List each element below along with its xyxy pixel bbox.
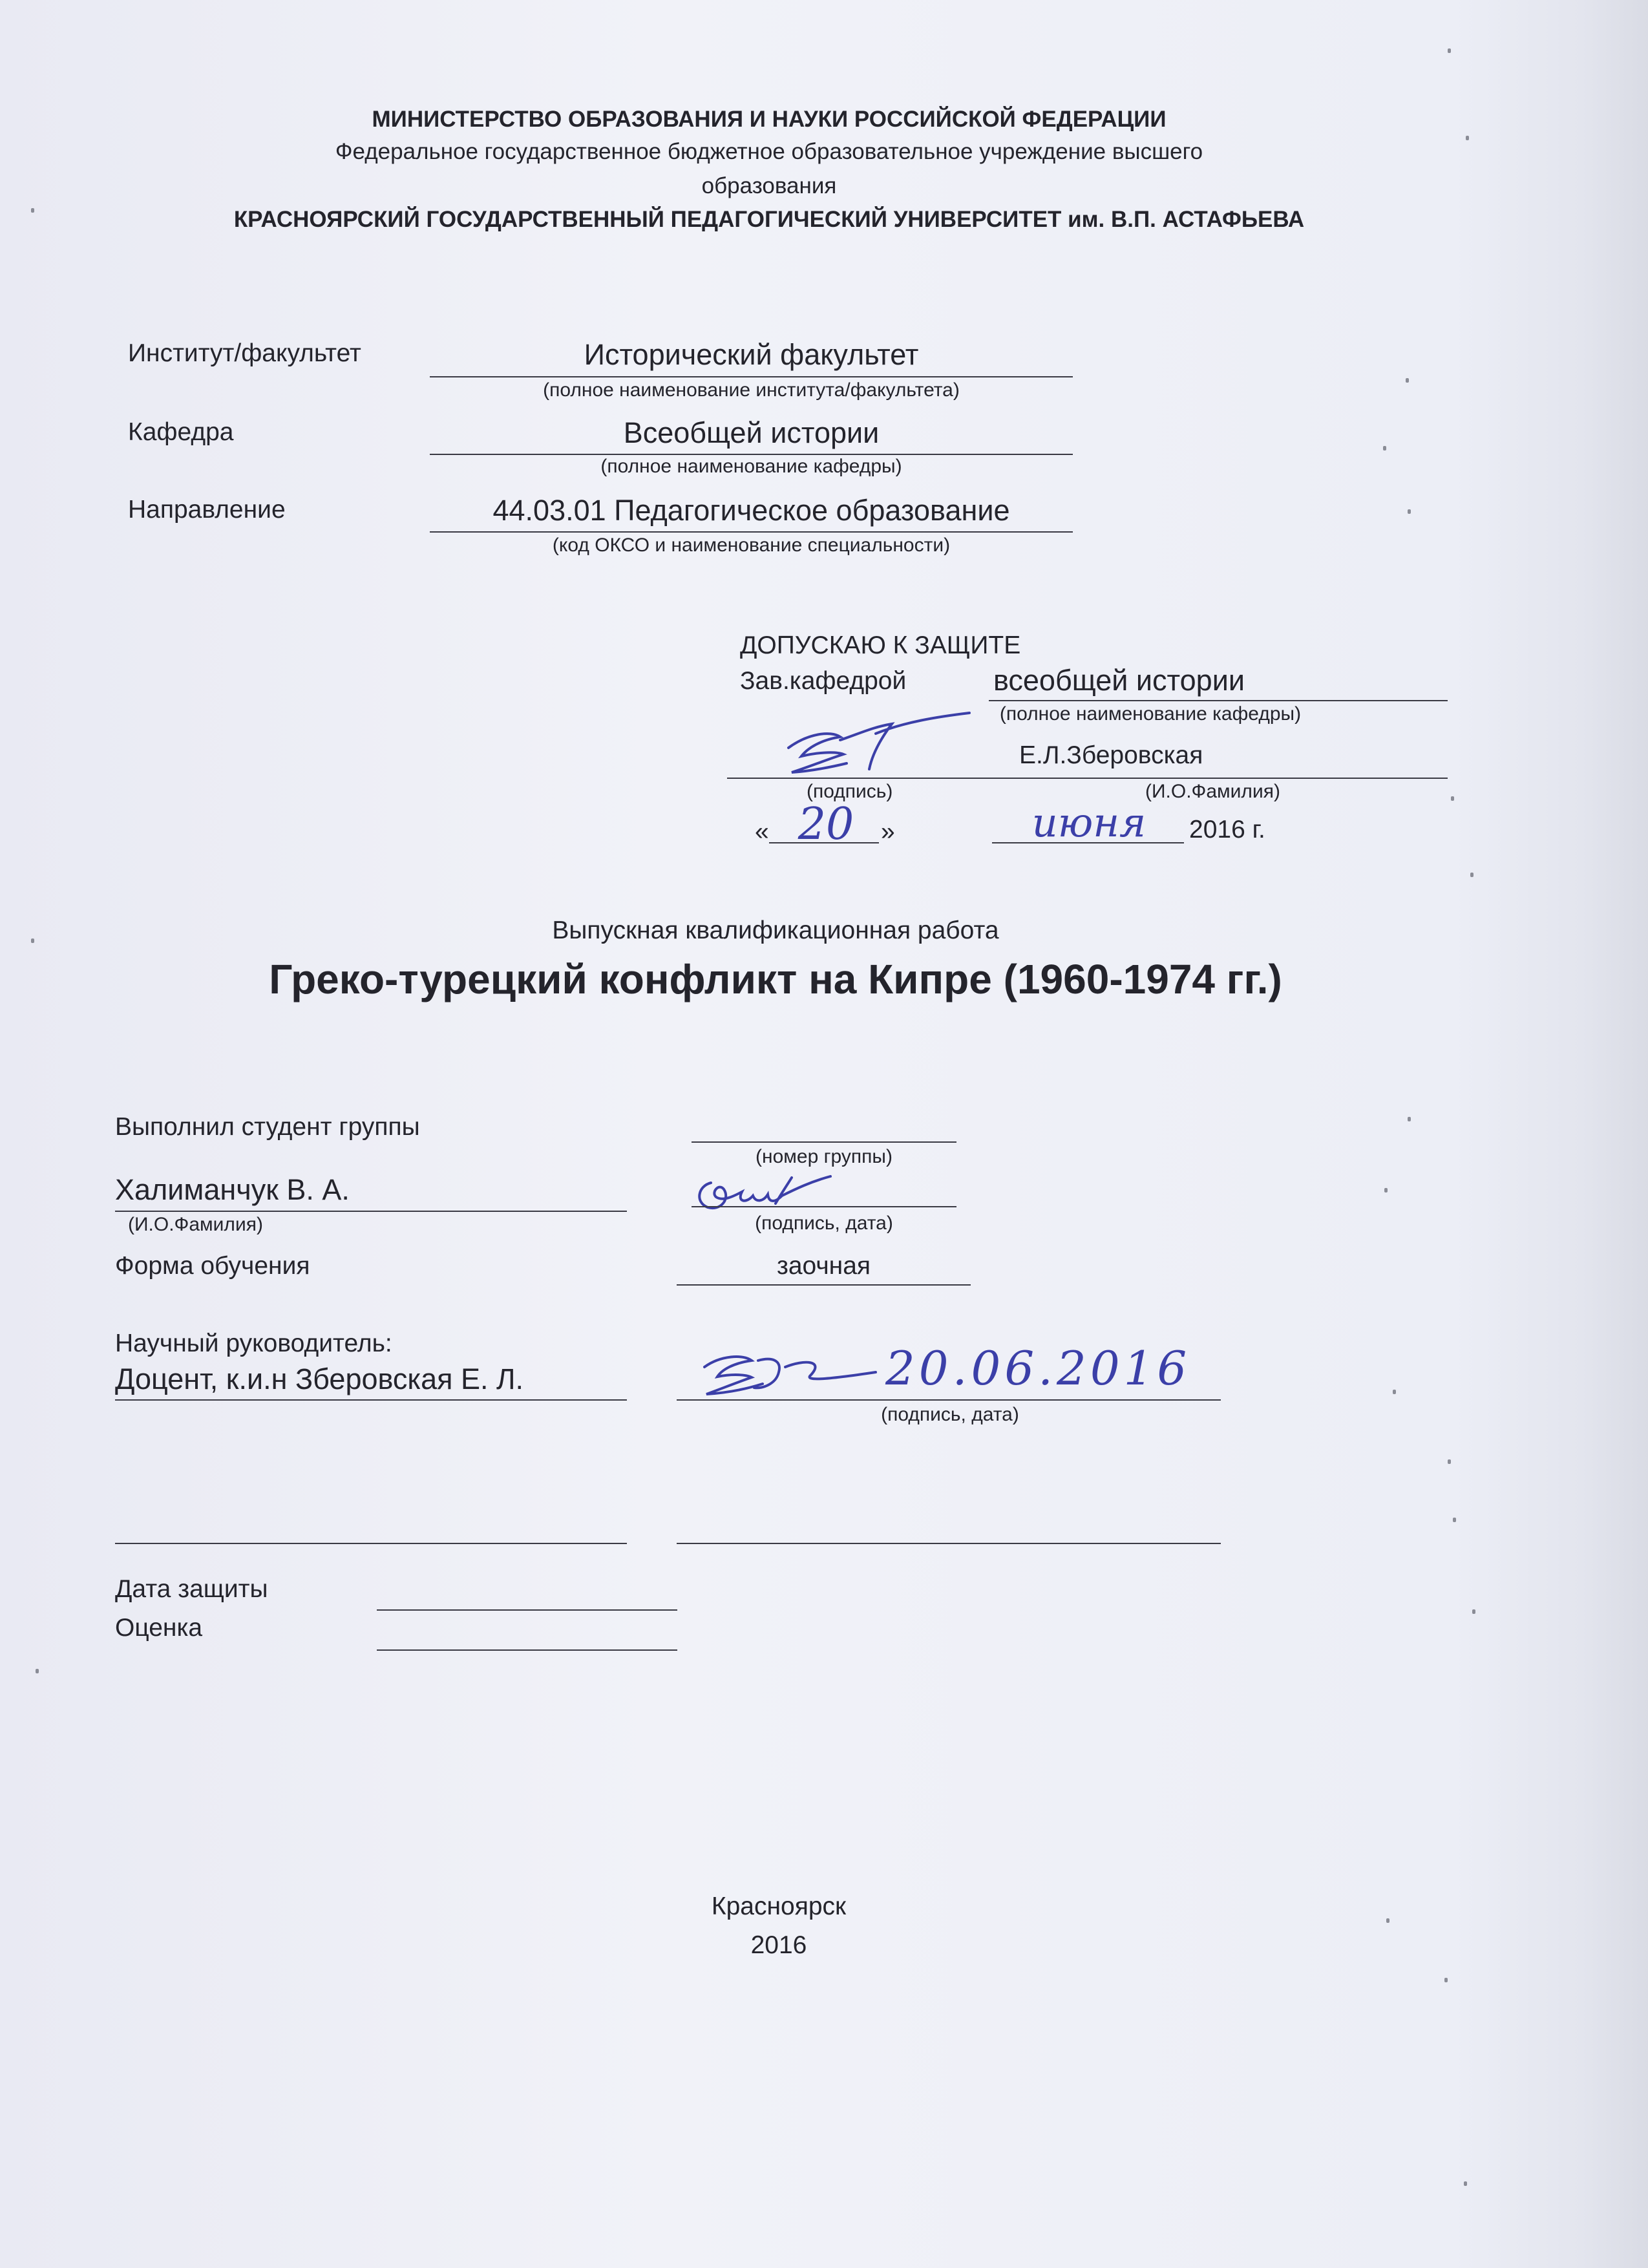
- institution-type-line2: образования: [701, 173, 837, 198]
- institute-underline: [430, 376, 1073, 377]
- defense-date-underline: [377, 1609, 677, 1611]
- quote-open: «: [755, 818, 769, 845]
- approval-department-value: всеобщей истории: [993, 664, 1245, 697]
- group-number-underline: [692, 1141, 956, 1143]
- student-signature-hint: (подпись, дата): [755, 1213, 893, 1234]
- department-label: Кафедра: [128, 418, 234, 446]
- scan-speck: [31, 938, 34, 943]
- approval-day-handwritten: 20: [798, 799, 854, 850]
- approval-heading: ДОПУСКАЮ К ЗАЩИТЕ: [740, 631, 1021, 659]
- student-name-hint: (И.О.Фамилия): [128, 1214, 263, 1235]
- grade-underline: [377, 1649, 677, 1651]
- approval-month-underline: [992, 842, 1184, 843]
- scan-speck: [1408, 1117, 1411, 1121]
- grade-label: Оценка: [115, 1614, 203, 1642]
- approval-year: 2016 г.: [1189, 816, 1265, 843]
- defense-date-label: Дата защиты: [115, 1575, 268, 1603]
- approval-signature-underline: [727, 778, 1448, 779]
- supervisor-label: Научный руководитель:: [115, 1330, 392, 1357]
- approval-name-hint: (И.О.Фамилия): [1145, 781, 1280, 802]
- department-hint: (полное наименование кафедры): [600, 456, 902, 477]
- supervisor-handwritten-date: 20.06.2016: [885, 1341, 1191, 1395]
- scan-speck: [1406, 378, 1409, 383]
- supervisor-signature-hint: (подпись, дата): [881, 1404, 1019, 1425]
- work-title: Греко-турецкий конфликт на Кипре (1960-1974 гг.): [269, 956, 1282, 1002]
- institute-hint: (полное наименование института/факультета): [543, 379, 960, 401]
- department-underline: [430, 454, 1073, 455]
- direction-value: 44.03.01 Педагогическое образование: [492, 494, 1010, 527]
- blank-line-right: [677, 1543, 1221, 1544]
- scan-speck: [1472, 1609, 1475, 1614]
- study-form-value: заочная: [776, 1252, 871, 1280]
- supervisor-name: Доцент, к.и.н Зберовская Е. Л.: [115, 1362, 524, 1395]
- approval-department-hint: (полное наименование кафедры): [999, 703, 1302, 725]
- student-name-underline: [115, 1211, 627, 1212]
- approval-signature-hint: (подпись): [807, 781, 893, 802]
- scan-speck: [1444, 1978, 1448, 1982]
- study-form-label: Форма обучения: [115, 1252, 310, 1280]
- scan-speck: [1451, 796, 1454, 801]
- head-of-department-label: Зав.кафедрой: [740, 667, 907, 695]
- supervisor-signature-icon: [682, 1341, 882, 1406]
- student-group-label: Выполнил студент группы: [115, 1113, 420, 1141]
- scan-speck: [1448, 48, 1451, 53]
- scan-speck: [1393, 1390, 1396, 1394]
- study-form-underline: [677, 1284, 971, 1286]
- scan-speck: [1464, 2181, 1467, 2186]
- scan-speck: [31, 208, 34, 213]
- scan-speck: [1384, 1188, 1388, 1192]
- head-signature-icon: [763, 708, 976, 785]
- work-type: Выпускная квалификационная работа: [552, 917, 999, 944]
- institute-value: Исторический факультет: [584, 338, 919, 371]
- approval-month-handwritten: июня: [1031, 799, 1146, 846]
- approval-day-underline: [769, 842, 879, 843]
- scan-speck: [1408, 509, 1411, 514]
- footer-year: 2016: [750, 1931, 807, 1959]
- scan-speck: [1386, 1918, 1389, 1923]
- scan-speck: [1466, 136, 1469, 140]
- group-number-hint: (номер группы): [755, 1146, 893, 1167]
- department-value: Всеобщей истории: [623, 416, 880, 449]
- footer-city: Красноярск: [711, 1892, 847, 1920]
- direction-label: Направление: [128, 496, 286, 524]
- student-name: Халиманчук В. А.: [115, 1173, 350, 1206]
- scan-speck: [1470, 873, 1474, 877]
- direction-underline: [430, 531, 1073, 533]
- quote-close: »: [881, 818, 895, 845]
- scan-speck: [1448, 1459, 1451, 1464]
- institute-label: Институт/факультет: [128, 339, 361, 367]
- supervisor-name-underline: [115, 1399, 627, 1401]
- institution-type-line1: Федеральное государственное бюджетное образовательное учреждение высшего: [335, 139, 1203, 164]
- blank-line-left: [115, 1543, 627, 1544]
- scan-speck: [36, 1669, 39, 1673]
- supervisor-signature-underline: [677, 1399, 1221, 1401]
- student-signature-underline: [692, 1206, 956, 1207]
- scan-speck: [1453, 1518, 1456, 1522]
- approval-department-underline: [989, 700, 1448, 701]
- ministry-heading: МИНИСТЕРСТВО ОБРАЗОВАНИЯ И НАУКИ РОССИЙСКОЙ ФЕДЕРАЦИИ: [372, 107, 1167, 132]
- scan-speck: [1383, 446, 1386, 450]
- university-name: КРАСНОЯРСКИЙ ГОСУДАРСТВЕННЫЙ ПЕДАГОГИЧЕСКИЙ УНИВЕРСИТЕТ им. В.П. АСТАФЬЕВА: [233, 207, 1305, 232]
- direction-hint: (код ОКСО и наименование специальности): [552, 535, 951, 556]
- approval-name-value: Е.Л.Зберовская: [1019, 741, 1203, 769]
